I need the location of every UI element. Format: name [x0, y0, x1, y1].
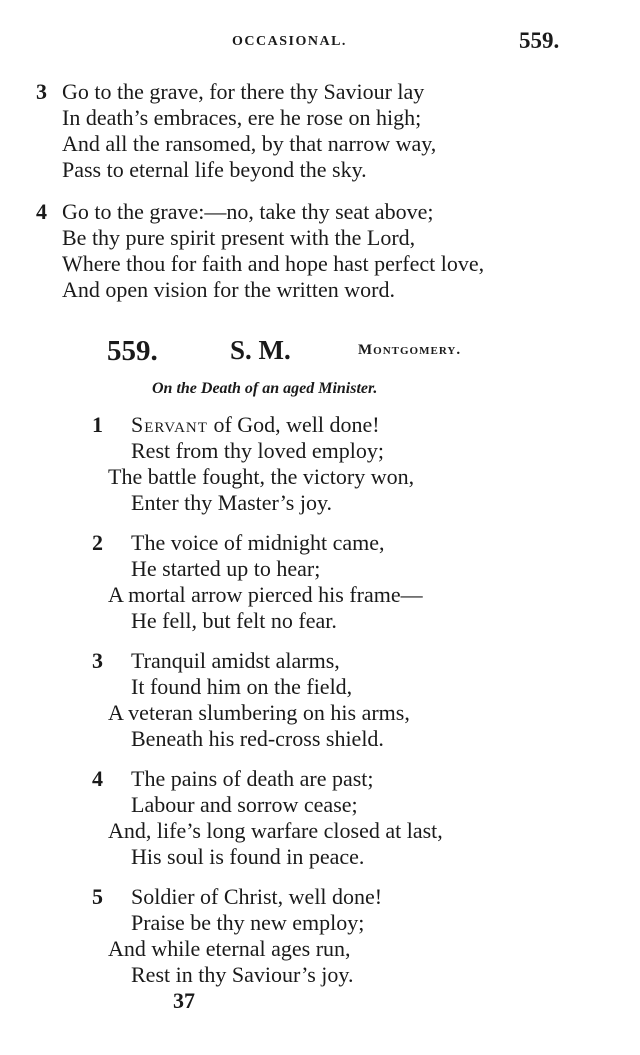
verse-line: A veteran slumbering on his arms, — [108, 700, 410, 725]
verse-line: And while eternal ages run, — [108, 936, 351, 961]
verse-line: Tranquil amidst alarms, — [131, 648, 340, 673]
verse-line: Rest from thy loved employ; — [131, 438, 384, 463]
verse-number: 4 — [36, 199, 47, 224]
verse-line: The battle fought, the victory won, — [108, 464, 415, 489]
verse-line: Where thou for faith and hope hast perfect love, — [62, 251, 485, 276]
verse-line: Beneath his red-cross shield. — [131, 726, 384, 751]
verse-number: 2 — [92, 530, 103, 555]
verse-line: The pains of death are past; — [131, 766, 374, 791]
signature-mark: 37 — [173, 988, 195, 1013]
running-head — [0, 28, 640, 58]
verse-number: 3 — [36, 79, 47, 104]
verse-line: In death’s embraces, ere he rose on high; — [62, 105, 422, 130]
hymn-meter: S. M. — [230, 335, 291, 365]
verse-line: A mortal arrow pierced his frame— — [108, 582, 423, 607]
hymn-occasion: On the Death of an aged Minister. — [152, 380, 378, 397]
hymn-author: Montgomery. — [358, 342, 462, 358]
verse-line: Go to the grave, for there thy Saviour lay — [62, 79, 425, 104]
verse-line: He fell, but felt no fear. — [131, 608, 337, 633]
first-word: Servant — [131, 412, 208, 437]
verse-number: 5 — [92, 884, 103, 909]
verse-line: His soul is found in peace. — [131, 844, 365, 869]
verse-line: It found him on the field, — [131, 674, 353, 699]
verse-line: And all the ransomed, by that narrow way, — [62, 131, 437, 156]
verse-line: Go to the grave:—no, take thy seat above; — [62, 199, 434, 224]
verse-line: The voice of midnight came, — [131, 530, 385, 555]
verse-line: And, life’s long warfare closed at last, — [108, 818, 443, 843]
verse-line — [131, 412, 380, 438]
verse-line: Praise be thy new employ; — [131, 910, 365, 935]
verse-line: Be thy pure spirit present with the Lord, — [62, 225, 416, 250]
verse-line: Enter thy Master’s joy. — [131, 490, 333, 515]
verse-line: Pass to eternal life beyond the sky. — [62, 157, 367, 182]
running-head-title: OCCASIONAL. — [232, 34, 347, 49]
verse-line: Soldier of Christ, well done! — [131, 884, 383, 909]
verse-line: Rest in thy Saviour’s joy. — [131, 962, 354, 987]
page-number: 559. — [519, 28, 560, 53]
verse-number: 1 — [92, 412, 103, 437]
verse-line: And open vision for the written word. — [62, 277, 395, 302]
verse-line: Labour and sorrow cease; — [131, 792, 358, 817]
hymn-number: 559. — [107, 335, 158, 367]
verse-line: He started up to hear; — [131, 556, 321, 581]
first-line-rest: of God, well done! — [207, 412, 380, 437]
verse-number: 4 — [92, 766, 103, 791]
hymn-heading — [0, 335, 640, 375]
verse-number: 3 — [92, 648, 103, 673]
